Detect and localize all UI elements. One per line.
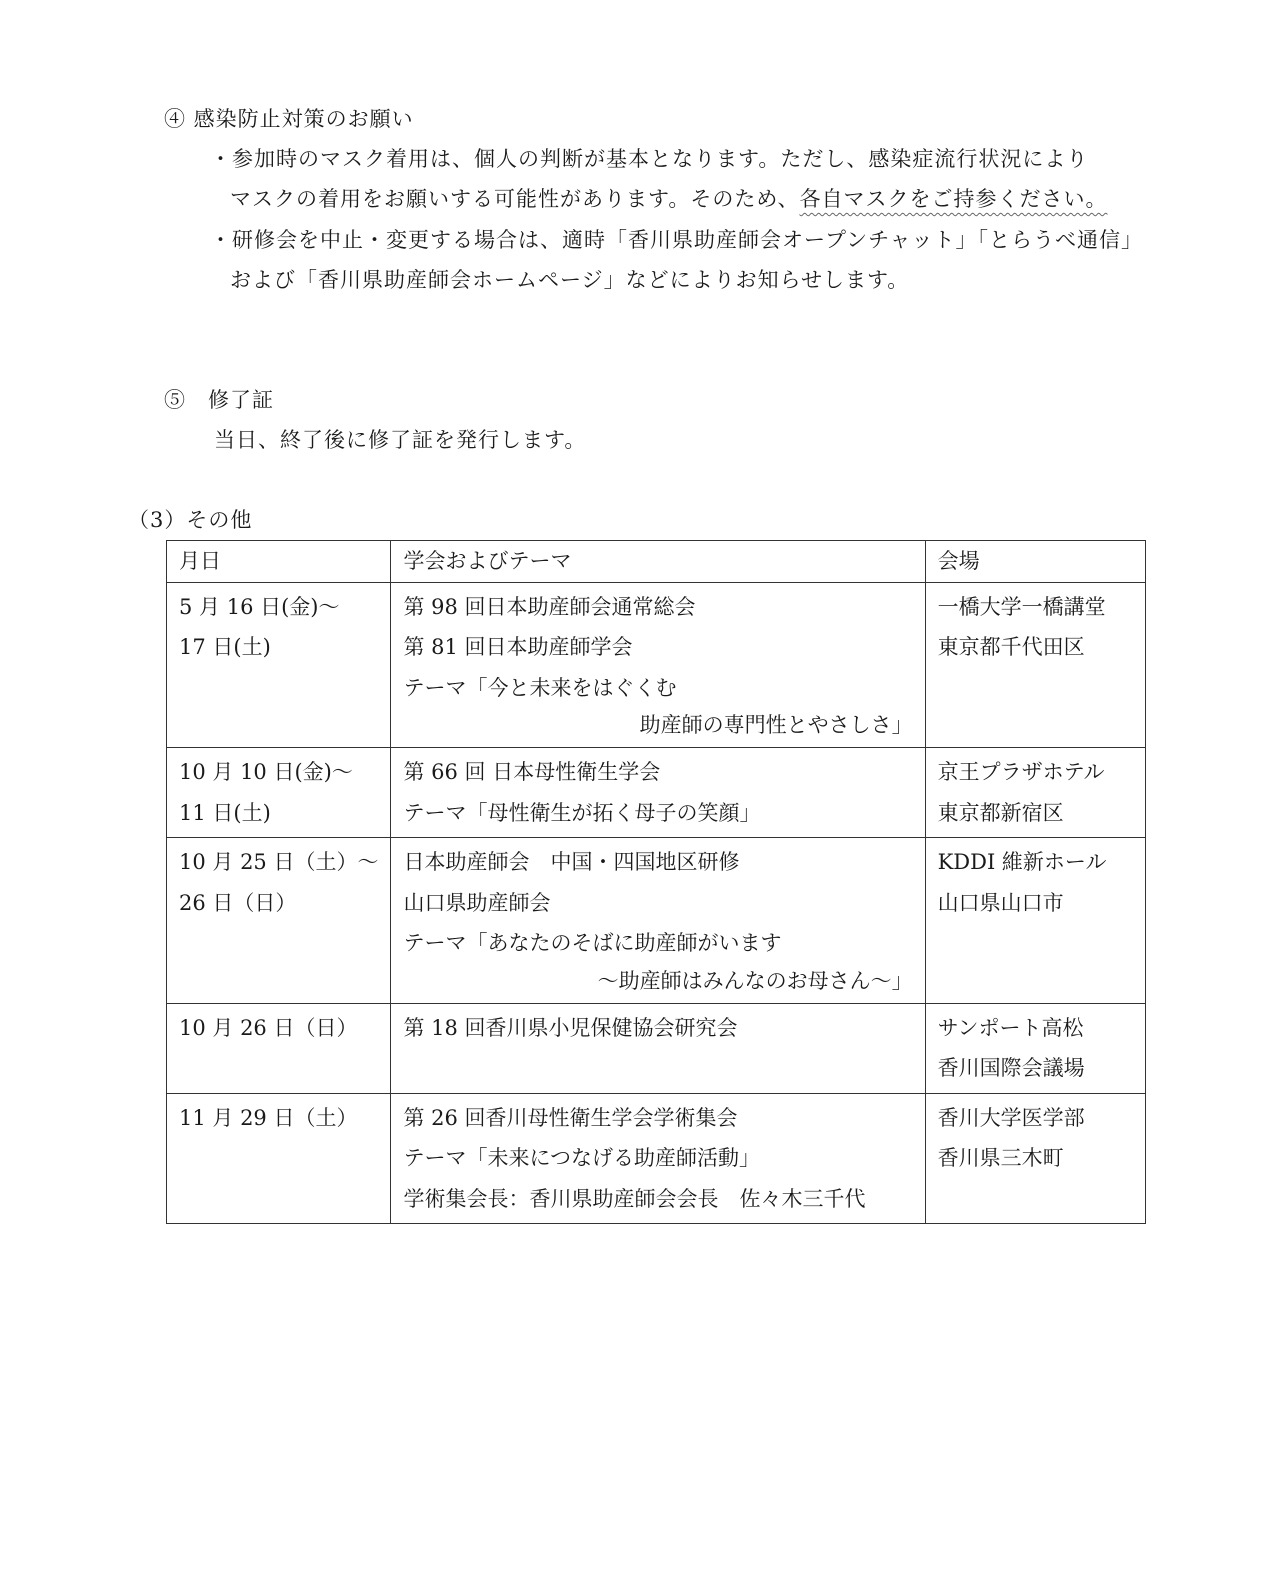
header-date: 月日 [167, 541, 391, 583]
theme-line: 第 18 回香川県小児保健協会研究会 [403, 1015, 738, 1040]
theme-cell [391, 748, 925, 838]
theme-cell [391, 1093, 925, 1224]
table-row [167, 748, 1146, 838]
table-header-row [167, 541, 1146, 583]
theme-line-right: ～助産師はみんなのお母さん～」 [597, 968, 913, 993]
date-line: 17 日(土) [179, 635, 271, 659]
date-line: 26 日（日） [179, 890, 297, 915]
date-cell [167, 582, 391, 748]
venue-line: 香川大学医学部 [937, 1105, 1085, 1130]
theme-line: テーマ「あなたのそばに助産師がいます [403, 931, 782, 955]
bullet2-line1: ・研修会を中止・変更する場合は、適時「香川県助産師会オープンチャット」「とらうべ通信」 [210, 228, 1143, 252]
theme-line-right: 助産師の専門性とやさしさ」 [639, 713, 913, 737]
section3-title: （3）その他 [128, 508, 253, 532]
venue-cell [925, 748, 1145, 838]
bullet1-line2 [230, 184, 1107, 214]
theme-line: 第 66 回 日本母性衛生学会 [403, 760, 661, 784]
venue-line: KDDI 維新ホール [937, 850, 1107, 874]
date-line: 10 月 25 日（土）～ [179, 850, 379, 874]
events-table [166, 540, 1146, 1224]
venue-cell [925, 1003, 1145, 1093]
table-row [167, 1003, 1146, 1093]
venue-line: 香川国際会議場 [937, 1056, 1085, 1080]
theme-line: 学術集会長：香川県助産師会会長 佐々木三千代 [403, 1186, 866, 1211]
bullet1-line1: ・参加時のマスク着用は、個人の判断が基本となります。ただし、感染症流行状況により [210, 147, 1089, 171]
date-line: 10 月 10 日(金)～ [179, 760, 353, 784]
section5-body: 当日、終了後に修了証を発行します。 [214, 428, 587, 452]
theme-line: 日本助産師会 中国・四国地区研修 [403, 850, 740, 874]
date-line: 11 日(土) [179, 800, 271, 825]
header-venue: 会場 [925, 541, 1145, 583]
theme-line: 第 98 回日本助産師会通常総会 [403, 594, 696, 619]
venue-line: 東京都千代田区 [937, 635, 1085, 659]
venue-cell [925, 838, 1145, 1004]
venue-cell [925, 582, 1145, 748]
venue-line: 一橋大学一橋講堂 [937, 594, 1106, 619]
table-row [167, 582, 1146, 748]
bullet1-line2-text: マスクの着用をお願いする可能性があります。そのため、 [230, 187, 800, 211]
section4-title: ④ 感染防止対策のお願い [164, 107, 414, 131]
theme-cell [391, 838, 925, 1004]
mask-emphasis: 各自マスクをご持参ください。 [799, 187, 1108, 211]
bullet2-line2: および「香川県助産師会ホームページ」などによりお知らせします。 [230, 268, 910, 292]
date-cell [167, 748, 391, 838]
date-line: 5 月 16 日(金)～ [179, 594, 340, 619]
venue-line: 香川県三木町 [937, 1146, 1064, 1170]
date-cell [167, 1003, 391, 1093]
date-cell [167, 838, 391, 1004]
theme-cell [391, 1003, 925, 1093]
venue-line: サンポート高松 [937, 1015, 1084, 1040]
venue-line: 山口県山口市 [937, 890, 1064, 915]
table-row [167, 1093, 1146, 1224]
theme-line: テーマ「母性衛生が拓く母子の笑顔」 [403, 800, 761, 825]
theme-line: 山口県助産師会 [403, 890, 551, 915]
venue-cell [925, 1093, 1145, 1224]
theme-line: テーマ「今と未来をはぐくむ [403, 675, 677, 700]
date-cell [167, 1093, 391, 1224]
header-theme: 学会およびテーマ [391, 541, 925, 583]
theme-line: テーマ「未来につなげる助産師活動」 [403, 1146, 761, 1170]
table-row [167, 838, 1146, 1004]
date-line: 10 月 26 日（日） [179, 1015, 358, 1040]
venue-line: 東京都新宿区 [937, 800, 1064, 825]
theme-line: 第 81 回日本助産師学会 [403, 635, 633, 659]
venue-line: 京王プラザホテル [937, 760, 1105, 784]
section5-title: ⑤ 修了証 [164, 388, 274, 412]
date-line: 11 月 29 日（土） [179, 1105, 358, 1130]
theme-line: 第 26 回香川母性衛生学会学術集会 [403, 1105, 738, 1130]
theme-cell [391, 582, 925, 748]
